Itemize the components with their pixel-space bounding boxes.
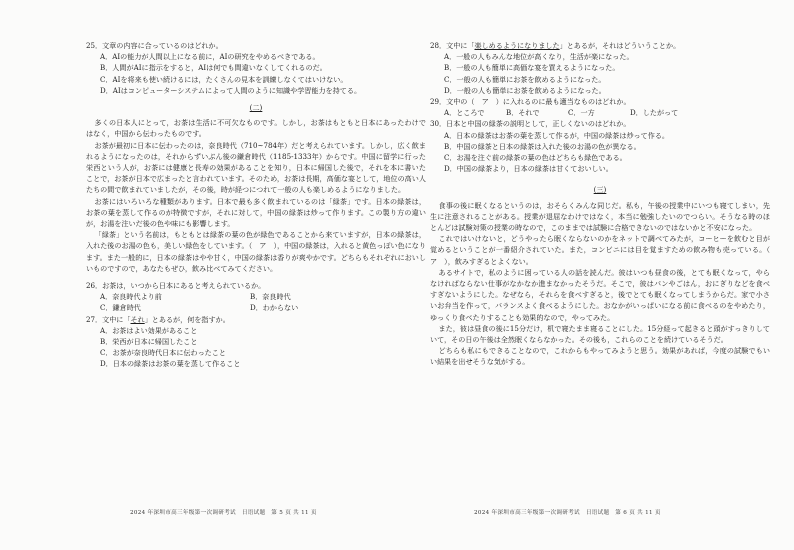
question-27-option-b: B．栄西が日本に帰国したこと [100,337,198,347]
question-27-option-a: A．お茶はよい効果があること [100,325,198,335]
page-5 [86,40,426,370]
question-26-option-c: C．鎌倉時代 [100,303,141,313]
question-26-options-row [100,291,426,302]
passage-2-paragraph: お茶が最初に日本に伝わったのは，奈良時代（710~784年）だと考えられています。しかし，広く飲まれるようになったのは，それからずいぶん後の鎌倉時代（1185-1333年）からです。中国に留学に行った栄西という人が，お茶には健康と長寿の効果があることを知り，日本に帰国した後で，それを本に書いたことで，お茶が日本で広まったと言われています。そのため，お茶は長期，高価な宴として，地位の高い人たちの間で飲まれていましたが，その後，時が経つにつれて一般の人も楽しめるようになりました。 [86,140,426,195]
question-30-option-b: B．中国の緑茶と日本の緑茶は入れた後のお湯の色が異なる。 [444,141,641,151]
question-28-option-d: D．一般の人も簡単にお茶を飲めるようになった。 [444,85,606,95]
question-27-option-d: D．日本の緑茶はお茶の葉を蒸して作ること [100,359,241,369]
passage-2-paragraph: お茶にはいろいろな種類があります。日本で最も多く飲まれているのは「緑茶」です。日本の緑茶は，お茶の葉を蒸して作るのが特徴ですが，それに対して，中国の緑茶は炒って作ります。この製り方の違いが，お湯を注いだ後の色や味にも影響します。 [86,196,426,229]
question-29-stem: 29．文中の（ ア ）に入れるのに最も適当なものはどれか。 [430,97,631,107]
page-6 [430,40,778,368]
passage-3-paragraph: あるサイトで，私のように困っている人の話を読んだ。彼はいつも昼食の後，とても眠くなって，やらなければならない仕事がなかなか進まなかったそうだ。そこで，彼はパンやごはん，おにぎりなどを食べすぎないようにした。なぜなら，それらを食べすぎると，後でとても眠くなってしまうからだ。家で小さいお弁当を作って，バランスよく食べるようにした。おなかがいっぱいになる前に食べるのをやめたり，ゆっくり食べたりすることも効果的なので，やってみた。 [430,267,770,322]
passage-3-paragraph: 食事の後に眠くなるというのは，おそらくみんな同じだ。私も，午後の授業中にいつも寝てしまい，先生に注意されることがある。授業が退屈なわけではなく，本当に勉強したいのでつらい。そうなる時のほとんどは試験対策の授業の時なので，このままでは試験に合格できないのではないかと不安になった。 [430,200,770,233]
question-27-stem: 27．文中に「それ」とあるが，何を指すか。 [86,314,230,324]
question-28-option-a: A．一般の人もみんな地位が高くなり，生活が楽になった。 [444,52,634,62]
question-27-option-c: C．お茶が奈良時代日本に伝わったこと [100,348,226,358]
page-5-footer: 2024 年深圳市高三年级第一次调研考试 日语试题 第 5 页 共 11 页 [130,510,317,516]
question-29-option-c: C．一方 [568,108,595,118]
question-29-option-a: A．ところで [444,108,485,118]
question-30-option-c: C．お湯を注ぐ前の緑茶の葉の色はどちらも緑色である。 [444,153,627,163]
passage-3-paragraph: これではいけないと，どうやったら眠くならないのかをネットで調べてみたが，コーヒーを飲むと目が覚めるということが一番紹介されていた。また，コンビニには目を覚ますための飲み物も売っている。（ ア ），飲みすぎるとよくない。 [430,234,778,266]
question-25-stem: 25．文章の内容に合っているのはどれか。 [86,41,223,50]
question-25-option-c: C．AIを将来も使い続けるには，たくさんの見本を訓練しなくてはいけない。 [100,74,348,84]
question-30-option-a: A．日本の緑茶はお茶の葉を蒸して作るが，中国の緑茶は炒って作る。 [444,130,670,140]
page-6-footer: 2024 年深圳市高三年级第一次调研考试 日语试题 第 6 页 共 11 页 [474,510,661,516]
question-29-option-b: B．それで [506,108,540,118]
passage-3-paragraph: どちらも私にもできることなので，これからもやってみようと思う。効果があれば，今度の試験でもいい結果を出せそうな気がする。 [430,346,770,367]
section-2-title: (二) [249,103,263,113]
passage-2-paragraph: 「緑茶」という名前は，もともとは緑茶の葉の色が緑色であることから来ていますが，日本の緑茶は，入れた後のお湯の色も，美しい緑色をしています。（ ア ），中国の緑茶は，入れると黄色っぽい色になります。また一般的に，日本の緑茶はやや甘く，中国の緑茶は香りが爽やかです。どちらもそれぞれにおいしいものですので，あなたもぜひ，飲み比べてみてください。 [86,230,426,273]
question-28-option-c: C．一般の人も簡単にお茶を飲めるようになった。 [444,74,606,84]
question-26-option-a: A．奈良時代より前 [100,292,162,302]
section-3-title: (三) [593,185,607,195]
passage-3-paragraph: また，彼は昼食の後に15分だけ，机で寝たまま寝ることにした。15分経って起きると頭がすっきりしていて，その日の午後は全然眠くならなかった。その後も，これらのことを続けているそうだ。 [430,323,770,345]
question-25-option-d: D．AIはコンピューターシステムによって人間のように知識や学習能力を持てる。 [100,85,362,95]
question-28-option-b: B．一般の人も簡単に高価な宴を買えるようになった。 [444,63,620,73]
question-26-option-b: B．奈良時代 [250,292,291,302]
question-30-option-d: D．中国の緑茶より，日本の緑茶は甘くておいしい。 [444,164,613,174]
question-29-options-row [444,107,770,118]
question-26-option-d: D．わからない [250,303,299,313]
question-25-option-b: B．人間がAIに指示をすると，AIは何でも間違いなくしてくれるのだ。 [100,63,327,73]
question-28-stem: 28．文中に「楽しめるようになりました」とあるが，それはどういうことか。 [430,41,681,50]
passage-2-paragraph: 多くの日本人にとって，お茶は生活に不可欠なものです。しかし，お茶はもともと日本にあったわけではなく，中国から伝わったものです。 [86,118,426,139]
question-25-option-a: A．AIの能力が人間以上になる前に，AIの研究をやめるべきである。 [100,52,320,62]
question-26-options-row [100,302,426,313]
question-26-stem: 26．お茶は，いつから日本にあると考えられているか。 [86,281,266,291]
question-30-stem: 30．日本と中国の緑茶の説明として，正しくないのはどれか。 [430,119,631,129]
question-29-option-d: D．したがって [630,108,679,118]
